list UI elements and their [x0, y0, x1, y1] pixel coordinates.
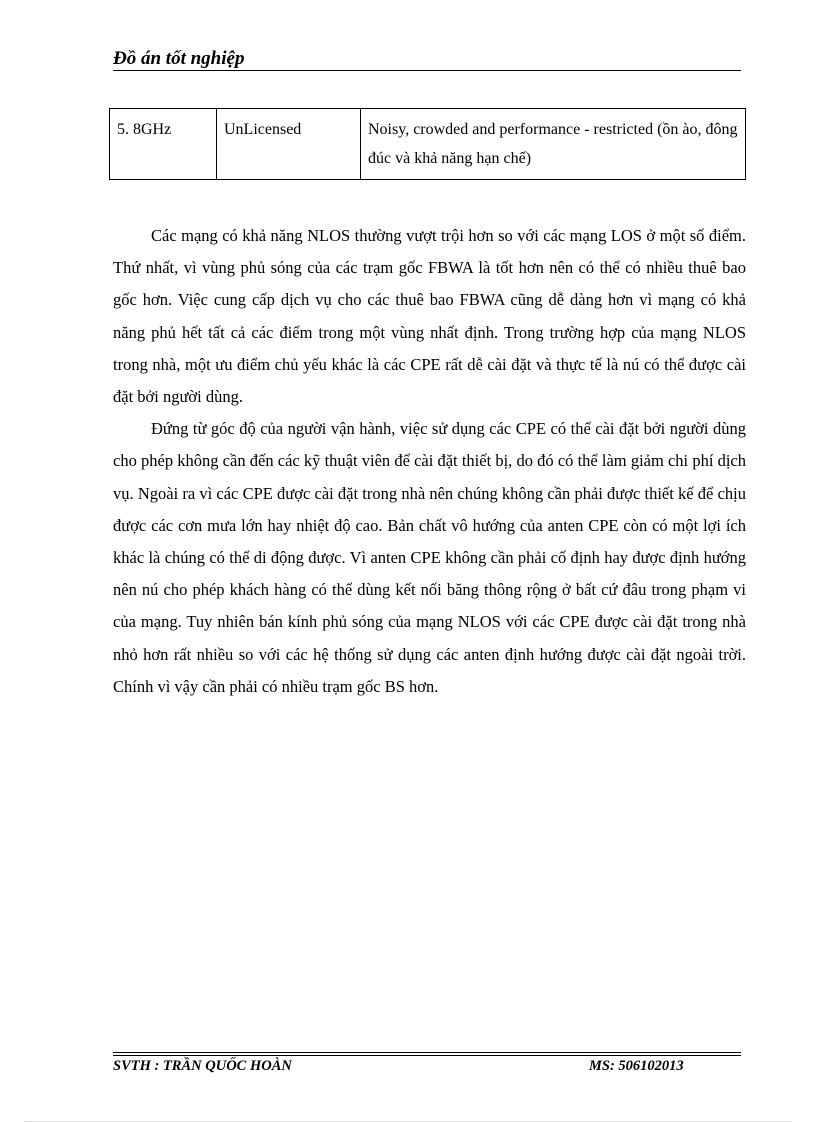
frequency-table — [109, 108, 746, 180]
page-edge — [24, 1121, 792, 1122]
frequency-cell: 5. 8GHz — [110, 109, 217, 180]
paragraph: Các mạng có khả năng NLOS thường vượt trội hơn so với các mạng LOS ở một số điểm. Thứ nhất, vì vùng phủ sóng của các trạm gốc FBWA là tốt hơn nên có thể có nhiều thuê bao gốc hơn. Việc cung cấp dịch vụ cho các thuê bao FBWA cũng dễ dàng hơn vì mạng có khả năng phủ hết tất cả các điểm trong một vùng nhất định. Trong trường hợp của mạng NLOS trong nhà, một ưu điểm chủ yếu khác là các CPE rất dễ cài đặt và thực tế là nú có thể được cài đặt bởi người dùng. — [113, 226, 746, 407]
footer-divider — [113, 1052, 741, 1053]
paragraph: Đứng từ góc độ của người vận hành, việc sử dụng các CPE có thể cài đặt bởi người dùng cho phép không cần đến các kỹ thuật viên để cài đặt thiết bị, do đó có thể làm giảm chi phí dịch vụ. Ngoài ra vì các CPE được cài đặt trong nhà nên chúng không cần phải được thiết kế để chịu được các cơn mưa lớn hay nhiệt độ cao. Bản chất vô hướng của anten CPE còn có một lợi ích khác là chúng có thể di động được. Vì anten CPE không cần phải cố định hay được định hướng nên nú cho phép khách hàng có thể dùng kết nối băng thông rộng ở bất cứ đâu trong phạm vi của mạng. Tuy nhiên bán kính phủ sóng của mạng NLOS với các CPE được cài đặt trong nhà nhỏ hơn rất nhiều so với các hệ thống sử dụng các anten định hướng được cài đặt ngoài trời. Chính vì vậy cần phải có nhiều trạm gốc BS hơn. — [113, 419, 746, 696]
footer-student-name: SVTH : TRẦN QUỐC HOÀN — [113, 1058, 292, 1074]
license-cell: UnLicensed — [217, 109, 361, 180]
description-cell: Noisy, crowded and performance - restricted (ồn ào, đông đúc và khả năng hạn chế) — [361, 109, 746, 180]
footer-student-id: MS: 506102013 — [589, 1058, 684, 1074]
header-divider — [113, 70, 741, 71]
header-title: Đồ án tốt nghiệp — [113, 48, 245, 69]
table-row — [110, 109, 746, 180]
footer-divider — [113, 1055, 741, 1056]
body-text — [113, 220, 746, 703]
